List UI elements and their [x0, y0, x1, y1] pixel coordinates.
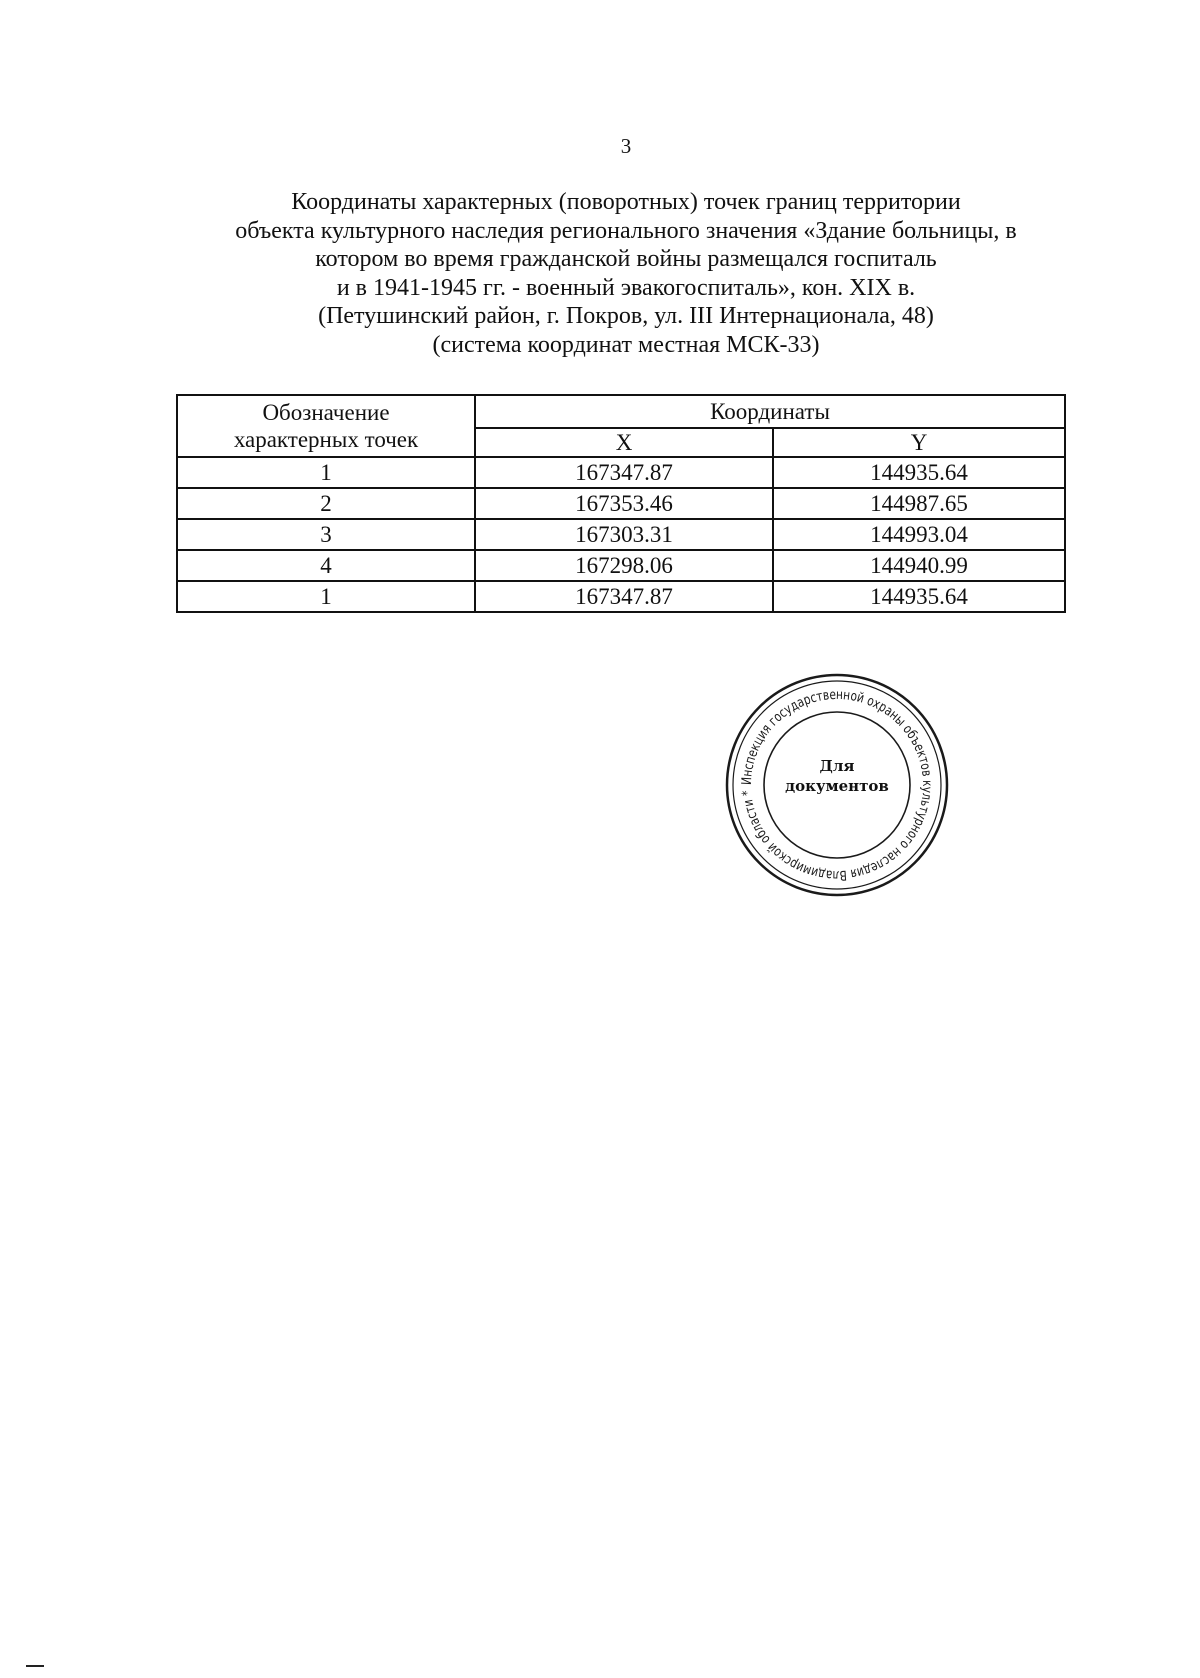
stamp-center-line-1: Для — [819, 757, 855, 775]
stamp-center-line-2: документов — [785, 777, 889, 795]
header-point-line-2: характерных точек — [233, 427, 419, 452]
cell-y: 144940.99 — [773, 550, 1065, 581]
cell-y: 144987.65 — [773, 488, 1065, 519]
title-line-4: и в 1941-1945 гг. - военный эвакогоспиталь», кон. XIX в. — [336, 274, 916, 301]
official-stamp — [722, 670, 952, 900]
corner-mark — [26, 1665, 44, 1667]
cell-point: 3 — [177, 519, 475, 550]
cell-x: 167347.87 — [475, 457, 773, 488]
table-row — [177, 581, 1065, 612]
cell-point: 1 — [177, 581, 475, 612]
stamp-ring-text: Инспекция государственной охраны объектов культурного наследия Владимирской области * — [738, 686, 936, 884]
cell-x: 167347.87 — [475, 581, 773, 612]
header-y: Y — [773, 428, 1065, 457]
header-coordinates: Координаты — [475, 395, 1065, 428]
table-row — [177, 550, 1065, 581]
cell-x: 167303.31 — [475, 519, 773, 550]
stamp-center-text — [722, 756, 952, 796]
cell-y: 144935.64 — [773, 457, 1065, 488]
coordinates-table — [176, 394, 1066, 613]
title-line-6: (система координат местная МСК-33) — [432, 331, 820, 358]
document-title — [0, 188, 1200, 359]
table-row — [177, 457, 1065, 488]
header-point-designation — [177, 395, 475, 457]
title-line-5: (Петушинский район, г. Покров, ул. III Интернационала, 48) — [318, 303, 934, 329]
cell-point: 1 — [177, 457, 475, 488]
cell-x: 167298.06 — [475, 550, 773, 581]
cell-y: 144993.04 — [773, 519, 1065, 550]
table-row — [177, 519, 1065, 550]
cell-point: 2 — [177, 488, 475, 519]
page-number: 3 — [620, 134, 632, 158]
table-header-row — [177, 395, 1065, 428]
header-point-line-1: Обозначение — [262, 400, 390, 425]
cell-point: 4 — [177, 550, 475, 581]
title-line-2: объекта культурного наследия регионального значения «Здание больницы, в — [235, 217, 1017, 244]
cell-y: 144935.64 — [773, 581, 1065, 612]
table-row — [177, 488, 1065, 519]
title-line-3: котором во время гражданской войны размещался госпиталь — [315, 246, 937, 272]
title-line-1: Координаты характерных (поворотных) точек границ территории — [291, 189, 961, 215]
header-x: X — [475, 428, 773, 457]
cell-x: 167353.46 — [475, 488, 773, 519]
